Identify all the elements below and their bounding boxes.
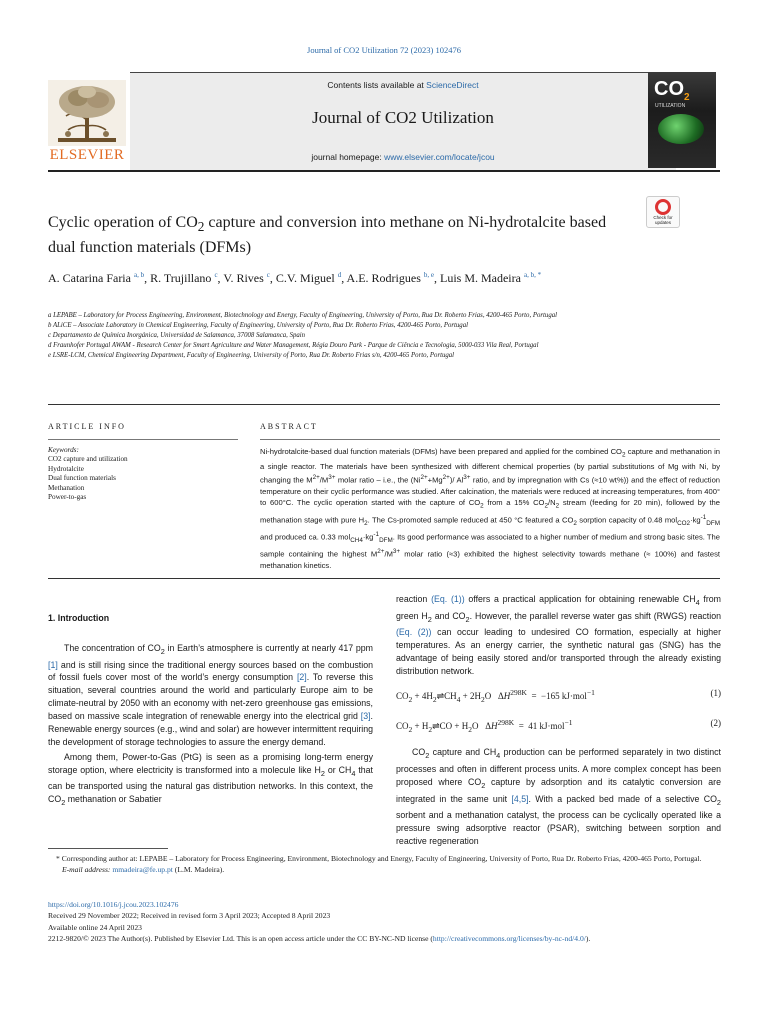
affiliation-a: a LEPABE – Laboratory for Process Engineering, Environment, Biotechnology and Energy, Faculty of Engineering, University of Porto, Rua Dr. Roberto Frias, 4200-465 Porto, Portugal	[48, 312, 558, 319]
abstract-bottom-rule	[48, 578, 720, 579]
corresponding-author-note: * Corresponding author at: LEPABE – Laboratory for Process Engineering, Environment, Biotechnology and Energy, Faculty of Engineering, University of Porto, Rua Dr. Roberto Frias, 4200-465 Porto, Portugal.	[56, 854, 702, 863]
affiliations	[48, 311, 648, 361]
author-list: A. Catarina Faria $^{a, b}$, R. Trujillano $^c$, V. Rives $^c$, C.V. Miguel $^d$, A.E. Rodrigues $^{b, e}$, Luis M. Madeira $^{a, b, *}$	[48, 271, 542, 285]
affiliation-d: d Fraunhofer Portugal AWAM - Research Center for Smart Agriculture and Water Management, Régia Douro Park - Parque de Ciência e Tecnologia, 5000-033 Vila Real, Portugal	[48, 342, 539, 350]
masthead	[48, 72, 720, 172]
keywords-block	[48, 446, 238, 502]
paper-title: Cyclic operation of $CO_2$ capture and conversion into methane on Ni-hydrotalcite based dual function materials (DFMs)	[48, 214, 607, 257]
check-for-updates-icon	[655, 199, 671, 215]
journal-reference-link[interactable]: Journal of CO2 Utilization 72 (2023) 102476	[307, 45, 461, 55]
affiliation-b: b ALiCE – Associate Laboratory in Chemical Engineering, Faculty of Engineering, University of Porto, Rua Dr. Roberto Frias, 4200-465 Porto, Portugal	[48, 322, 468, 330]
license-line	[48, 933, 720, 944]
check-for-updates-badge[interactable]	[646, 196, 680, 228]
publication-info	[48, 899, 720, 944]
equation-1-number: (1)	[710, 687, 721, 698]
cover-title: $CO_2$	[654, 78, 690, 103]
affiliation-c: c Departamento de Química Inorgánica, Universidad de Salamanca, 37008 Salamanca, Spain	[48, 332, 306, 340]
elsevier-logo	[48, 80, 126, 168]
license-suffix: ).	[585, 933, 591, 943]
masthead-center-band	[130, 73, 676, 170]
keyword-item: CO2 capture and utilization	[48, 455, 128, 464]
intro-paragraph-2: Among them, Power-to-Gas (PtG) is seen as a promising long-term energy storage option, where electricity is transformed into a molecule like $H_2$ or $CH_4$ that can be transported using the natural gas distribution networks. In this context, the $CO_2$ methanation or Sabatier	[48, 751, 373, 808]
article-info-rule	[48, 439, 238, 440]
journal-cover-image[interactable]	[648, 72, 716, 168]
contents-lists-line	[130, 80, 676, 90]
equation-1-body: $CO_2$ + $4H_2\rightleftharpoons CH_4 + 2H_2O$ $\Delta H^{298K} = -165$ kJ·mol$^{-1}$	[396, 687, 595, 704]
email-suffix: (L.M. Madeira).	[172, 865, 225, 875]
license-text: 2212-9820/© 2023 The Author(s). Published by Elsevier Ltd. This is an open access article under the CC BY-NC-ND license (	[48, 933, 433, 943]
journal-title: Journal of CO2 Utilization	[312, 108, 494, 127]
equation-2-body: $CO_2$ + $H_2\rightleftharpoons CO + H_2O$ $\Delta H^{298K} = 41$ kJ·mol$^{-1}$	[396, 717, 573, 734]
sciencedirect-link[interactable]: ScienceDirect	[426, 80, 479, 90]
article-info-heading: ARTICLE INFO	[48, 422, 126, 431]
equation-1	[396, 687, 721, 707]
right-column	[396, 593, 721, 848]
keyword-item: Dual function materials	[48, 474, 116, 483]
keyword-item: Hydrotalcite	[48, 464, 84, 473]
section-heading-introduction: 1. Introduction	[48, 613, 110, 623]
abstract-heading: ABSTRACT	[260, 422, 318, 431]
equation-2	[396, 717, 721, 737]
email-link[interactable]: mmadeira@fe.up.pt	[112, 865, 173, 875]
footnote-rule	[48, 848, 168, 849]
available-online: Available online 24 April 2023	[48, 922, 142, 932]
keyword-item: Methanation	[48, 483, 85, 492]
left-column	[48, 612, 373, 810]
elsevier-tree-icon	[48, 80, 126, 146]
article-info-top-rule	[48, 404, 720, 405]
elsevier-wordmark: ELSEVIER	[49, 147, 125, 163]
cover-subtitle: UTILIZATION	[655, 103, 686, 109]
journal-homepage-link[interactable]: www.elsevier.com/locate/jcou	[384, 152, 495, 162]
abstract-rule	[260, 439, 720, 440]
doi-link[interactable]: https://doi.org/10.1016/j.jcou.2023.102476	[48, 900, 179, 909]
footnotes	[48, 853, 720, 876]
keywords-label: Keywords:	[48, 446, 79, 454]
intro-paragraph-1: The concentration of $CO_2$ in Earth’s atmosphere is currently at nearly 417 ppm [1] and is still rising since the traditional energy sources based on the combustion of fossil fuels cover most of the world’s energy consumption [2]. To reverse this situation, several countries around the world and particularly Europe aim to be climate-neutral by 2050 with an economy with net-zero greenhouse gas emissions, based on massive scale integration of renewable energy into the electrical grid [3]. Renewable energy sources (e.g., wind and solar) are however intermittent requiring the development of storage technologies to assure the energy demand.	[48, 642, 374, 747]
journal-homepage-line	[130, 152, 676, 162]
masthead-bottom-rule	[48, 170, 720, 172]
abstract-text: Ni-hydrotalcite-based dual function materials (DFMs) have been prepared and applied for the combined $CO_2$ capture and methanation in a single reactor. The materials have been synthesized with different chemical properties (by partial substitutions of Mg with Ni, by changing the $M^{2+}/M^{3+}$ molar ratio – i.e., the $(Ni^{2+}+Mg^{2+})/$ $Al^{3+}$ ratio, and by impregnation with Cs (≈10 wt%)) and the effect of reduction temperature on their cyclic performance was studied. After calcination, the materials were reduced at increasing temperatures, from 400° to 600°C. The cyclic operation started with the capture of $CO_2$ from a 15% $CO_2/N_2$ stream (feeding for 20 min), followed by the methanation stage with pure $H_2$. The Cs-promoted sample reduced at 450 °C featured a $CO_2$ sorption capacity of 0.48 $mol_{CO2}\cdot kg^{-1}_{DFM}$ and produced ca. 0.33 $mol_{CH4}\cdot kg^{-1}_{DFM}$. Its good performance was associated to a higher number of medium and strong basic sites. The sample containing the highest $M^{2+}/M^{3+}$ molar ratio (≈3) exhibited the highest selectivity towards methane (≈ 100%) and fastest methanation kinetics.	[260, 447, 721, 570]
email-line	[48, 864, 720, 875]
received-dates: Received 29 November 2022; Received in revised form 3 April 2023; Accepted 8 April 2023	[48, 911, 331, 921]
journal-homepage-label: journal homepage:	[311, 152, 385, 162]
check-for-updates-line1: Check for	[653, 215, 673, 220]
license-link[interactable]: http://creativecommons.org/licenses/by-nc-nd/4.0/	[432, 933, 586, 943]
right-paragraph-1: reaction (Eq. (1)) offers a practical application for obtaining renewable $CH_4$ from green $H_2$ and $CO_2$. However, the parallel reverse water gas shift (RWGS) reaction (Eq. (2)) can occur leading to undesired CO formation, especially at higher temperatures. As an energy carrier, the synthetic natural gas (SNG) has the advantage of being easily stored and/or transported through the already existing distribution network.	[396, 594, 721, 677]
keyword-item: Power-to-gas	[48, 493, 87, 502]
email-label: E-mail address:	[62, 865, 113, 875]
contents-lists-label: Contents lists available at	[327, 80, 427, 90]
check-for-updates-line2: updates	[654, 220, 671, 225]
right-paragraph-2: $CO_2$ capture and $CH_4$ production can be performed separately in two distinct processes and often in different process units. A more complex concept has been proposed where $CO_2$ capture by adsorption and its catalytic conversion are integrated in the same unit [4,5]. With a packed bed made of a selective $CO_2$ sorbent and a methanation catalyst, the process can be cyclically operated like a pressure swing adsorptive reactor (PSAR), switching between sorption and reactive regeneration	[396, 747, 721, 847]
equation-2-number: (2)	[710, 717, 721, 728]
cover-graphic	[658, 114, 704, 144]
affiliation-e: e LSRE-LCM, Chemical Engineering Department, Faculty of Engineering, University of Porto, Rua Dr. Roberto Frias s/n, 4200-465 Porto, Portugal	[48, 352, 455, 360]
